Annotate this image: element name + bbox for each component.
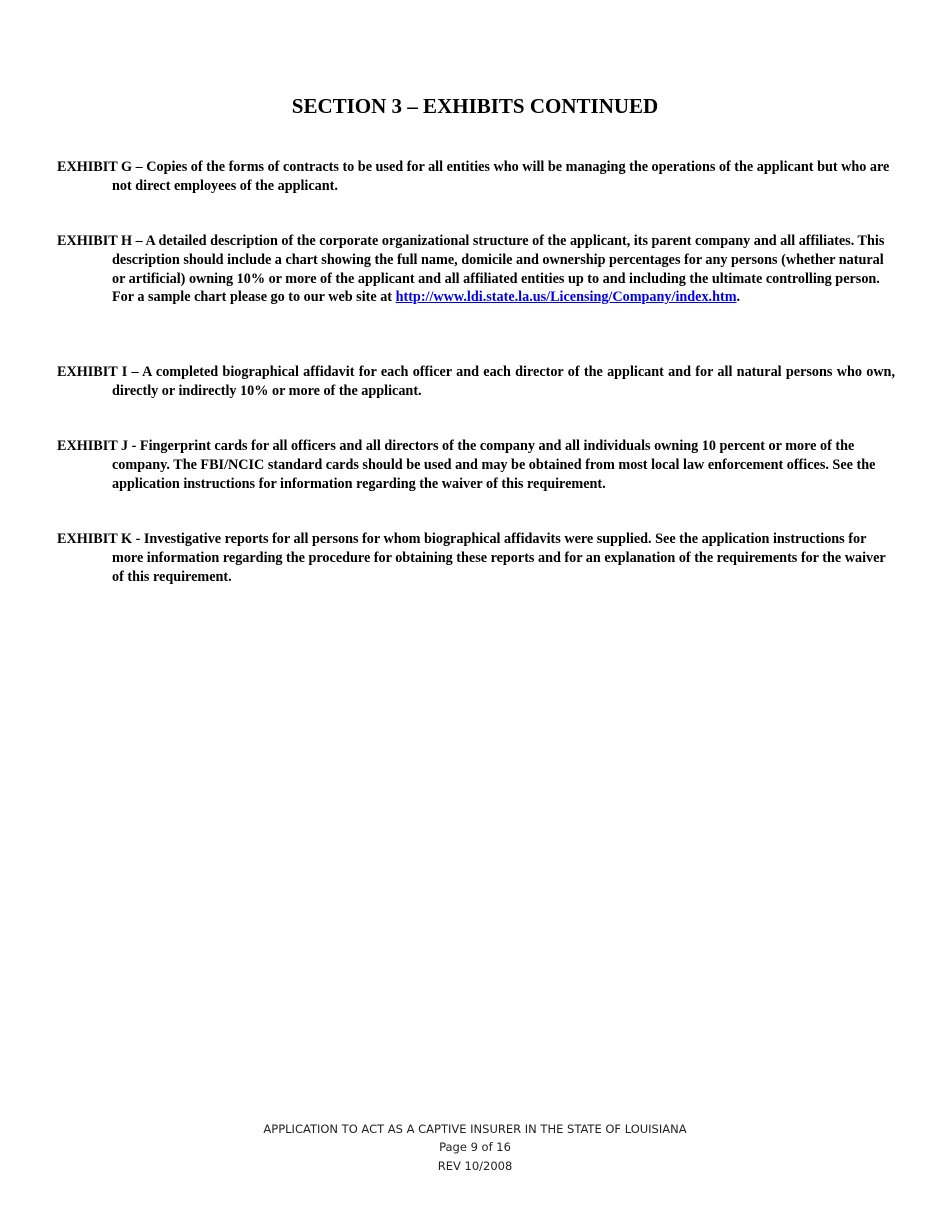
exhibit-k-paragraph [57,530,895,586]
exhibit-h-period: . [736,289,741,306]
exhibit-i-text: EXHIBIT I – A completed biographical affidavit for each officer and each director of the applicant and for all natural persons who own, directly or indirectly 10% or more of the applicant. [57,364,895,399]
exhibit-h-text: EXHIBIT H – A detailed description of the corporate organizational structure of the applicant, its parent company and all affiliates. This description should include a chart showing the full name, domicile and ownership percentages for any persons (whether natural or artificial) owning 10% or more of the applicant and all affiliated entities up to and including the ultimate controlling person. For a sample chart please go to our web site at [57,233,885,306]
exhibit-j-text: EXHIBIT J - Fingerprint cards for all officers and all directors of the company and all individuals owning 10 percent or more of the company. The FBI/NCIC standard cards should be used and may be obtained from most local law enforcement offices. See the application instructions for information regarding the waiver of this requirement. [57,438,876,492]
exhibit-j-paragraph [57,437,895,493]
page-title: SECTION 3 – EXHIBITS CONTINUED [291,94,659,118]
footer-application-title: APPLICATION TO ACT AS A CAPTIVE INSURER IN THE STATE OF LOUISIANA [263,1122,687,1136]
footer-page-number: Page 9 of 16 [439,1140,511,1154]
exhibit-k-text: EXHIBIT K - Investigative reports for all persons for whom biographical affidavits were supplied. See the application instructions for more information regarding the procedure for obtaining these reports and for an explanation of the requirements for the waiver of this requirement. [57,531,886,585]
exhibit-g-paragraph [57,158,895,196]
company-licensing-link[interactable]: http://www.ldi.state.la.us/Licensing/Company/index.htm [395,289,737,306]
footer-revision: REV 10/2008 [437,1159,513,1173]
exhibit-h-paragraph [57,232,895,307]
exhibit-i-paragraph [57,363,895,401]
exhibit-g-text: EXHIBIT G – Copies of the forms of contracts to be used for all entities who will be managing the operations of the applicant but who are not direct employees of the applicant. [57,159,890,194]
